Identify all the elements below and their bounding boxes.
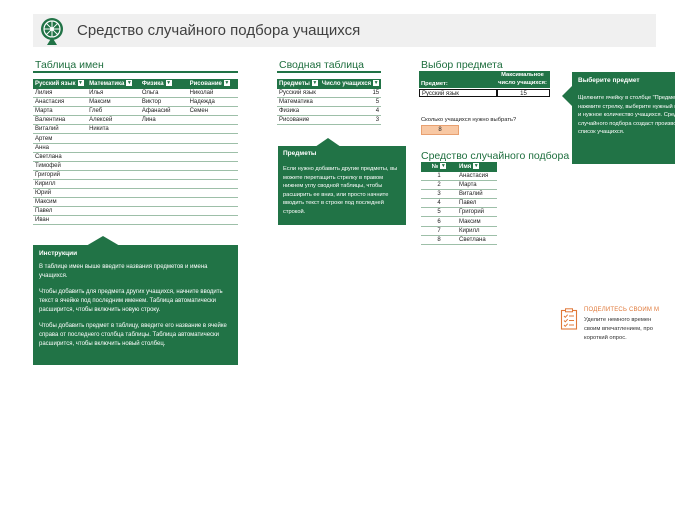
table-cell: 2: [421, 181, 457, 190]
table-cell: 7: [421, 226, 457, 235]
table-cell[interactable]: [188, 207, 238, 216]
names-table-underline: [33, 71, 238, 73]
table-cell[interactable]: [87, 161, 140, 170]
random-picker-table: [421, 162, 497, 245]
table-cell[interactable]: 5: [320, 98, 381, 107]
table-row: [33, 98, 238, 107]
instructions-paragraph: Чтобы добавить для предмета других учащихся, начните вводить текст в ячейке под последним именем. Таблица автоматически расширится, чтобы включить новую строку.: [39, 289, 223, 313]
table-cell[interactable]: Никита: [87, 125, 140, 134]
table-cell: 8: [421, 235, 457, 244]
table-row: [33, 179, 238, 188]
table-cell[interactable]: Виктор: [140, 98, 188, 107]
survey-clipboard-icon[interactable]: [560, 308, 578, 330]
survey-link[interactable]: ПОДЕЛИТЕСЬ СВОИМ М: [584, 307, 660, 313]
table-cell[interactable]: Тимофей: [33, 161, 87, 170]
table-cell[interactable]: [140, 134, 188, 143]
table-cell[interactable]: Максим: [33, 198, 87, 207]
column-header[interactable]: [87, 79, 140, 89]
table-cell[interactable]: Алексей: [87, 116, 140, 125]
column-header-label: Русский язык: [35, 81, 76, 87]
column-header[interactable]: [188, 79, 238, 89]
table-cell[interactable]: Светлана: [33, 152, 87, 161]
subjects-callout-text: Если нужно добавить другие предметы, вы можете перетащить стрелку в правом нижнем углу сводной таблицы, чтобы расширить ее вниз, или просто начните вводить текст в строке под последней строкой.: [283, 166, 398, 215]
table-row: [33, 161, 238, 170]
table-row: [33, 198, 238, 207]
table-cell: Светлана: [457, 235, 497, 244]
names-table-header: [33, 79, 238, 89]
table-cell: Максим: [457, 217, 497, 226]
table-row: [421, 235, 497, 244]
table-cell[interactable]: Лилия: [33, 89, 87, 98]
table-cell[interactable]: Физика: [277, 107, 320, 116]
column-header-label: Математика: [89, 81, 125, 87]
select-callout: [572, 72, 697, 164]
filter-dropdown-icon[interactable]: ▼: [373, 80, 379, 87]
table-row: [33, 134, 238, 143]
table-cell: Григорий: [457, 208, 497, 217]
table-cell: 4: [421, 199, 457, 208]
table-cell[interactable]: [188, 125, 238, 134]
subject-select-cell[interactable]: Русский язык: [419, 89, 497, 97]
table-cell[interactable]: [87, 207, 140, 216]
table-row: [277, 98, 381, 107]
table-cell: Анастасия: [457, 172, 497, 181]
table-cell[interactable]: [140, 189, 188, 198]
table-cell: 3: [421, 190, 457, 199]
pivot-table-header: [277, 79, 381, 89]
table-cell[interactable]: [188, 143, 238, 152]
table-cell[interactable]: Максим: [87, 98, 140, 107]
table-cell: Марта: [457, 181, 497, 190]
table-cell[interactable]: [188, 161, 238, 170]
table-row: [33, 207, 238, 216]
table-cell[interactable]: Виталий: [33, 125, 87, 134]
table-cell[interactable]: [140, 125, 188, 134]
filter-dropdown-icon[interactable]: ▼: [440, 163, 446, 170]
table-cell: Виталий: [457, 190, 497, 199]
table-cell[interactable]: [140, 152, 188, 161]
table-cell: 1: [421, 172, 457, 181]
table-cell[interactable]: Русский язык: [277, 89, 320, 98]
survey-text-line: Уделите немного времен: [584, 317, 652, 323]
column-header[interactable]: [421, 162, 457, 172]
instructions-paragraph: Чтобы добавить предмет в таблицу, введите его название в ячейке справа от последнего столбца таблицы. Таблица автоматически расширится, чтобы включить новый столбец.: [39, 323, 227, 347]
max-students-label: Максимальное число учащихся:: [498, 72, 547, 87]
instructions-callout: [33, 245, 238, 365]
table-cell[interactable]: Афанасий: [140, 107, 188, 116]
table-cell[interactable]: [87, 179, 140, 188]
table-cell[interactable]: Юрий: [33, 189, 87, 198]
table-cell[interactable]: Илья: [87, 89, 140, 98]
table-cell[interactable]: 15: [320, 89, 381, 98]
random-picker-title: Средство случайного подбора: [421, 150, 570, 162]
filter-dropdown-icon[interactable]: ▼: [224, 80, 230, 87]
column-header-label: Имя: [459, 164, 472, 170]
table-cell[interactable]: Артем: [33, 134, 87, 143]
column-header-label: Предметы: [279, 81, 310, 87]
table-cell[interactable]: Надежда: [188, 98, 238, 107]
table-cell[interactable]: [140, 161, 188, 170]
names-table-title: Таблица имен: [35, 59, 104, 71]
table-cell[interactable]: [140, 198, 188, 207]
column-header[interactable]: [457, 162, 497, 172]
column-header-label: Число учащихся: [321, 81, 372, 87]
table-cell[interactable]: [87, 134, 140, 143]
table-row: [33, 89, 238, 98]
table-cell[interactable]: Марта: [33, 107, 87, 116]
pivot-table-underline: [277, 71, 381, 73]
column-header[interactable]: [140, 79, 188, 89]
max-students-cell: 15: [497, 89, 550, 97]
table-row: [33, 170, 238, 179]
select-callout-text: Щелкните ячейку в столбце "Предмет", нажмите стрелку, выберите нужный предмет и нужное количество учащихся. Средство случайного подбора создаст произвольный список учащихся.: [578, 95, 697, 136]
filter-dropdown-icon[interactable]: ▼: [473, 163, 479, 170]
table-cell[interactable]: Павел: [33, 207, 87, 216]
table-cell[interactable]: [188, 116, 238, 125]
table-cell[interactable]: Семен: [188, 107, 238, 116]
table-cell[interactable]: [140, 216, 188, 225]
subjects-callout: [278, 146, 406, 225]
page-title: Средство случайного подбора учащихся: [77, 22, 361, 39]
table-row: [277, 116, 381, 125]
table-row: [277, 89, 381, 98]
table-cell[interactable]: [140, 170, 188, 179]
table-row: [421, 172, 497, 181]
table-cell[interactable]: Кирилл: [33, 179, 87, 188]
table-cell: 6: [421, 217, 457, 226]
table-cell[interactable]: Григорий: [33, 170, 87, 179]
table-row: [421, 208, 497, 217]
table-row: [421, 217, 497, 226]
table-cell[interactable]: [188, 152, 238, 161]
wheel-logo-icon: [37, 16, 67, 46]
survey-text-line: короткий опрос.: [584, 335, 627, 341]
column-header[interactable]: [320, 79, 381, 89]
table-cell[interactable]: [188, 216, 238, 225]
table-cell[interactable]: [188, 170, 238, 179]
table-cell[interactable]: [188, 198, 238, 207]
table-cell[interactable]: Математика: [277, 98, 320, 107]
table-cell[interactable]: Иван: [33, 216, 87, 225]
table-row: [421, 226, 497, 235]
table-cell[interactable]: [87, 152, 140, 161]
table-row: [421, 199, 497, 208]
table-cell[interactable]: Глеб: [87, 107, 140, 116]
table-row: [421, 181, 497, 190]
table-cell[interactable]: 3: [320, 116, 381, 125]
table-cell[interactable]: [188, 134, 238, 143]
table-cell[interactable]: [87, 143, 140, 152]
column-header[interactable]: [277, 79, 320, 89]
subject-label: Предмет:: [421, 81, 448, 87]
random-picker-header: [421, 162, 497, 172]
subject-select-title: Выбор предмета: [421, 59, 503, 71]
table-row: [33, 152, 238, 161]
filter-dropdown-icon[interactable]: ▼: [312, 80, 318, 87]
subjects-callout-title: Предметы: [283, 150, 317, 157]
table-cell[interactable]: Лина: [140, 116, 188, 125]
count-question-label: Сколько учащихся нужно выбрать?: [421, 117, 517, 123]
column-header[interactable]: [33, 79, 87, 89]
table-cell[interactable]: Рисование: [277, 116, 320, 125]
table-cell[interactable]: Николай: [188, 89, 238, 98]
names-table: [33, 79, 238, 225]
column-header-label: Рисование: [189, 81, 222, 87]
column-header-label: Физика: [141, 81, 164, 87]
table-row: [277, 107, 381, 116]
table-cell[interactable]: [87, 170, 140, 179]
table-cell[interactable]: Валентина: [33, 116, 87, 125]
instructions-title: Инструкции: [39, 250, 78, 257]
table-cell[interactable]: Ольга: [140, 89, 188, 98]
table-cell: Кирилл: [457, 226, 497, 235]
column-header-label: №: [431, 164, 439, 170]
table-row: [33, 125, 238, 134]
table-row: [33, 143, 238, 152]
table-row: [33, 189, 238, 198]
table-row: [33, 107, 238, 116]
table-cell[interactable]: [87, 216, 140, 225]
table-cell[interactable]: [188, 189, 238, 198]
pivot-table: [277, 79, 381, 125]
filter-dropdown-icon[interactable]: ▼: [78, 80, 83, 87]
table-cell: 5: [421, 208, 457, 217]
filter-dropdown-icon[interactable]: ▼: [166, 80, 172, 87]
table-row: [33, 216, 238, 225]
pivot-table-title: Сводная таблица: [279, 59, 364, 71]
table-cell[interactable]: [188, 179, 238, 188]
table-cell: Павел: [457, 199, 497, 208]
table-cell[interactable]: [140, 179, 188, 188]
table-row: [421, 190, 497, 199]
table-cell[interactable]: [87, 198, 140, 207]
table-row: [33, 116, 238, 125]
instructions-paragraph: В таблице имен выше введите названия предметов и имена учащихся.: [39, 264, 208, 279]
survey-text-line: своим впечатлением, про: [584, 326, 653, 332]
filter-dropdown-icon[interactable]: ▼: [126, 80, 132, 87]
table-cell[interactable]: 4: [320, 107, 381, 116]
table-cell[interactable]: [140, 143, 188, 152]
count-input[interactable]: 8: [421, 125, 459, 135]
table-cell[interactable]: [87, 189, 140, 198]
table-cell[interactable]: Анна: [33, 143, 87, 152]
table-cell[interactable]: Анастасия: [33, 98, 87, 107]
table-cell[interactable]: [140, 207, 188, 216]
select-callout-title: Выберите предмет: [578, 77, 640, 84]
